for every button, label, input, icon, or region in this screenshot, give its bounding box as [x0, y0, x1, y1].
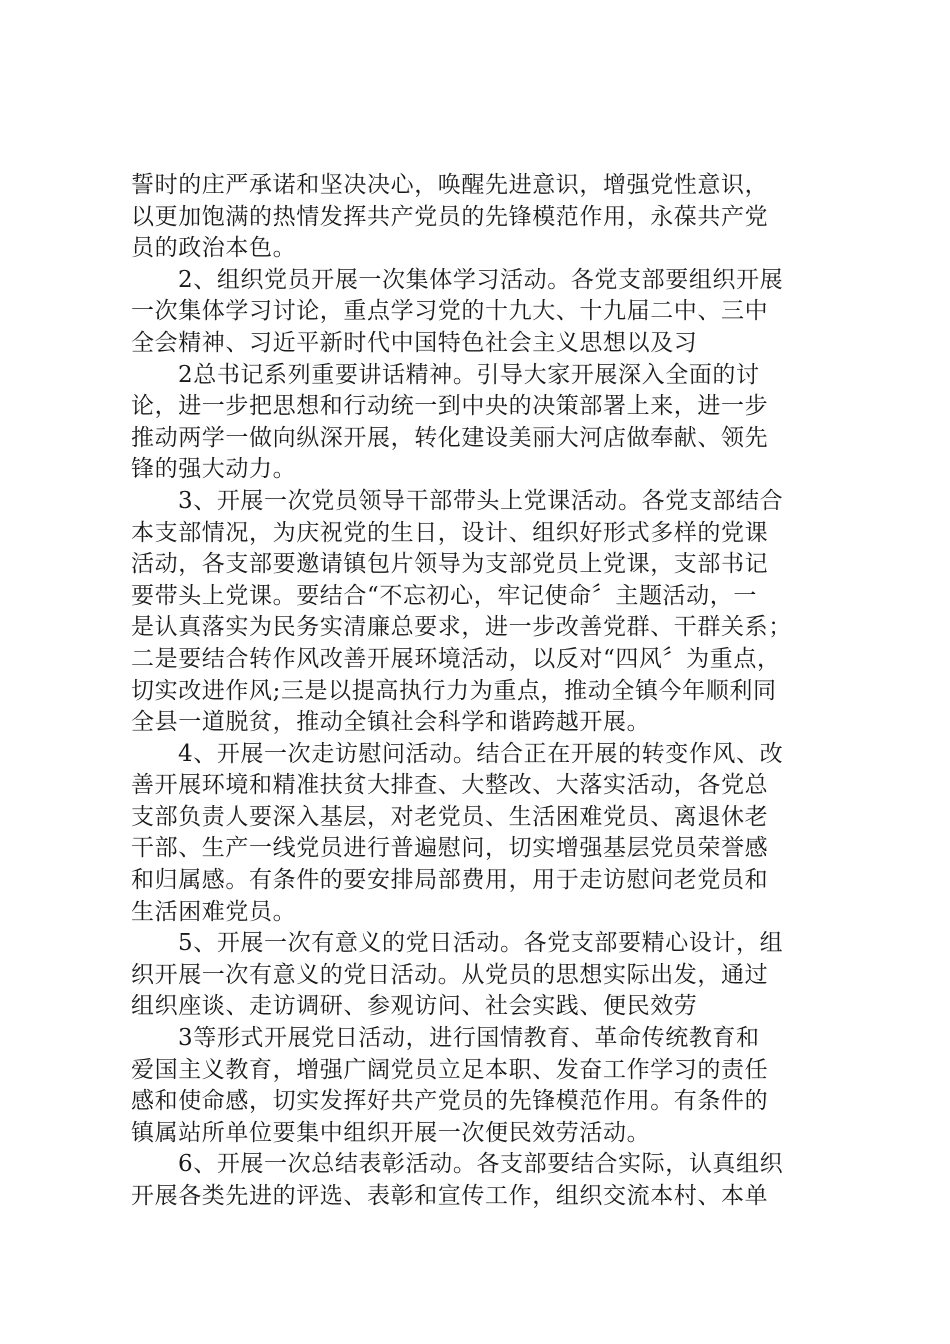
text-line: 推动两学一做向纵深开展，转化建设美丽大河店做奉献、领先: [131, 424, 769, 451]
text-line: 镇属站所单位要集中组织开展一次便民效劳活动。: [131, 1119, 651, 1146]
text-line: 组织座谈、走访调研、参观访问、社会实践、便民效劳: [131, 993, 698, 1020]
text-line: 员的政治本色。: [131, 235, 297, 262]
text-line: 切实改进作风;三是以提高执行力为重点，推动全镇今年顺利同: [131, 677, 777, 704]
text-line: 论，进一步把思想和行动统一到中央的决策部署上来，进一步: [131, 393, 769, 420]
text-line: 本支部情况，为庆祝党的生日，设计、组织好形式多样的党课: [131, 519, 769, 546]
text-line: 爱国主义教育，增强广阔党员立足本职、发奋工作学习的责任: [131, 1056, 769, 1083]
text-line: 5、开展一次有意义的党日活动。各党支部要精心设计，组: [178, 930, 784, 957]
text-line: 2总书记系列重要讲话精神。引导大家开展深入全面的讨: [178, 361, 760, 388]
text-line: 4、开展一次走访慰问活动。结合正在开展的转变作风、改: [178, 740, 784, 767]
text-line: 善开展环境和精准扶贫大排查、大整改、大落实活动，各党总: [131, 772, 769, 799]
text-line: 和归属感。有条件的要安排局部费用，用于走访慰问老党员和: [131, 867, 769, 894]
text-line: 干部、生产一线党员进行普遍慰问，切实增强基层党员荣誉感: [131, 835, 769, 862]
text-line: 誓时的庄严承诺和坚决决心，唤醒先进意识，增强党性意识，: [131, 172, 769, 198]
text-line: 是认真落实为民务实清廉总要求，进一步改善党群、干群关系；: [131, 614, 792, 641]
text-line: 织开展一次有意义的党日活动。从党员的思想实际出发，通过: [131, 961, 769, 988]
text-line: 开展各类先进的评选、表彰和宣传工作，组织交流本村、本单: [131, 1183, 769, 1209]
text-line: 以更加饱满的热情发挥共产党员的先锋模范作用，永葆共产党: [131, 203, 769, 230]
text-line: 全会精神、习近平新时代中国特色社会主义思想以及习: [131, 329, 698, 356]
text-line: 6、开展一次总结表彰活动。各支部要结合实际，认真组织: [178, 1151, 784, 1178]
text-line: 2、组织党员开展一次集体学习活动。各党支部要组织开展: [178, 266, 784, 293]
text-line: 一次集体学习讨论，重点学习党的十九大、十九届二中、三中: [131, 298, 769, 325]
text-line: 支部负责人要深入基层，对老党员、生活困难党员、离退休老: [131, 803, 769, 830]
text-line: 生活困难党员。: [131, 898, 297, 925]
text-line: 3、开展一次党员领导干部带头上党课活动。各党支部结合: [178, 487, 784, 514]
document-body: [131, 170, 831, 1213]
text-line: 全县一道脱贫，推动全镇社会科学和谐跨越开展。: [131, 709, 651, 736]
text-line: 3等形式开展党日活动，进行国情教育、革命传统教育和: [178, 1025, 760, 1052]
text-line: 二是要结合转作风改善开展环境活动，以反对“四风〞为重点，: [131, 645, 781, 672]
text-line: 活动，各支部要邀请镇包片领导为支部党员上党课，支部书记: [131, 551, 769, 578]
text-line: 要带头上党课。要结合“不忘初心，牢记使命〞主题活动，一: [131, 582, 757, 609]
text-line: 感和使命感，切实发挥好共产党员的先锋模范作用。有条件的: [131, 1088, 769, 1115]
text-line: 锋的强大动力。: [131, 456, 297, 483]
